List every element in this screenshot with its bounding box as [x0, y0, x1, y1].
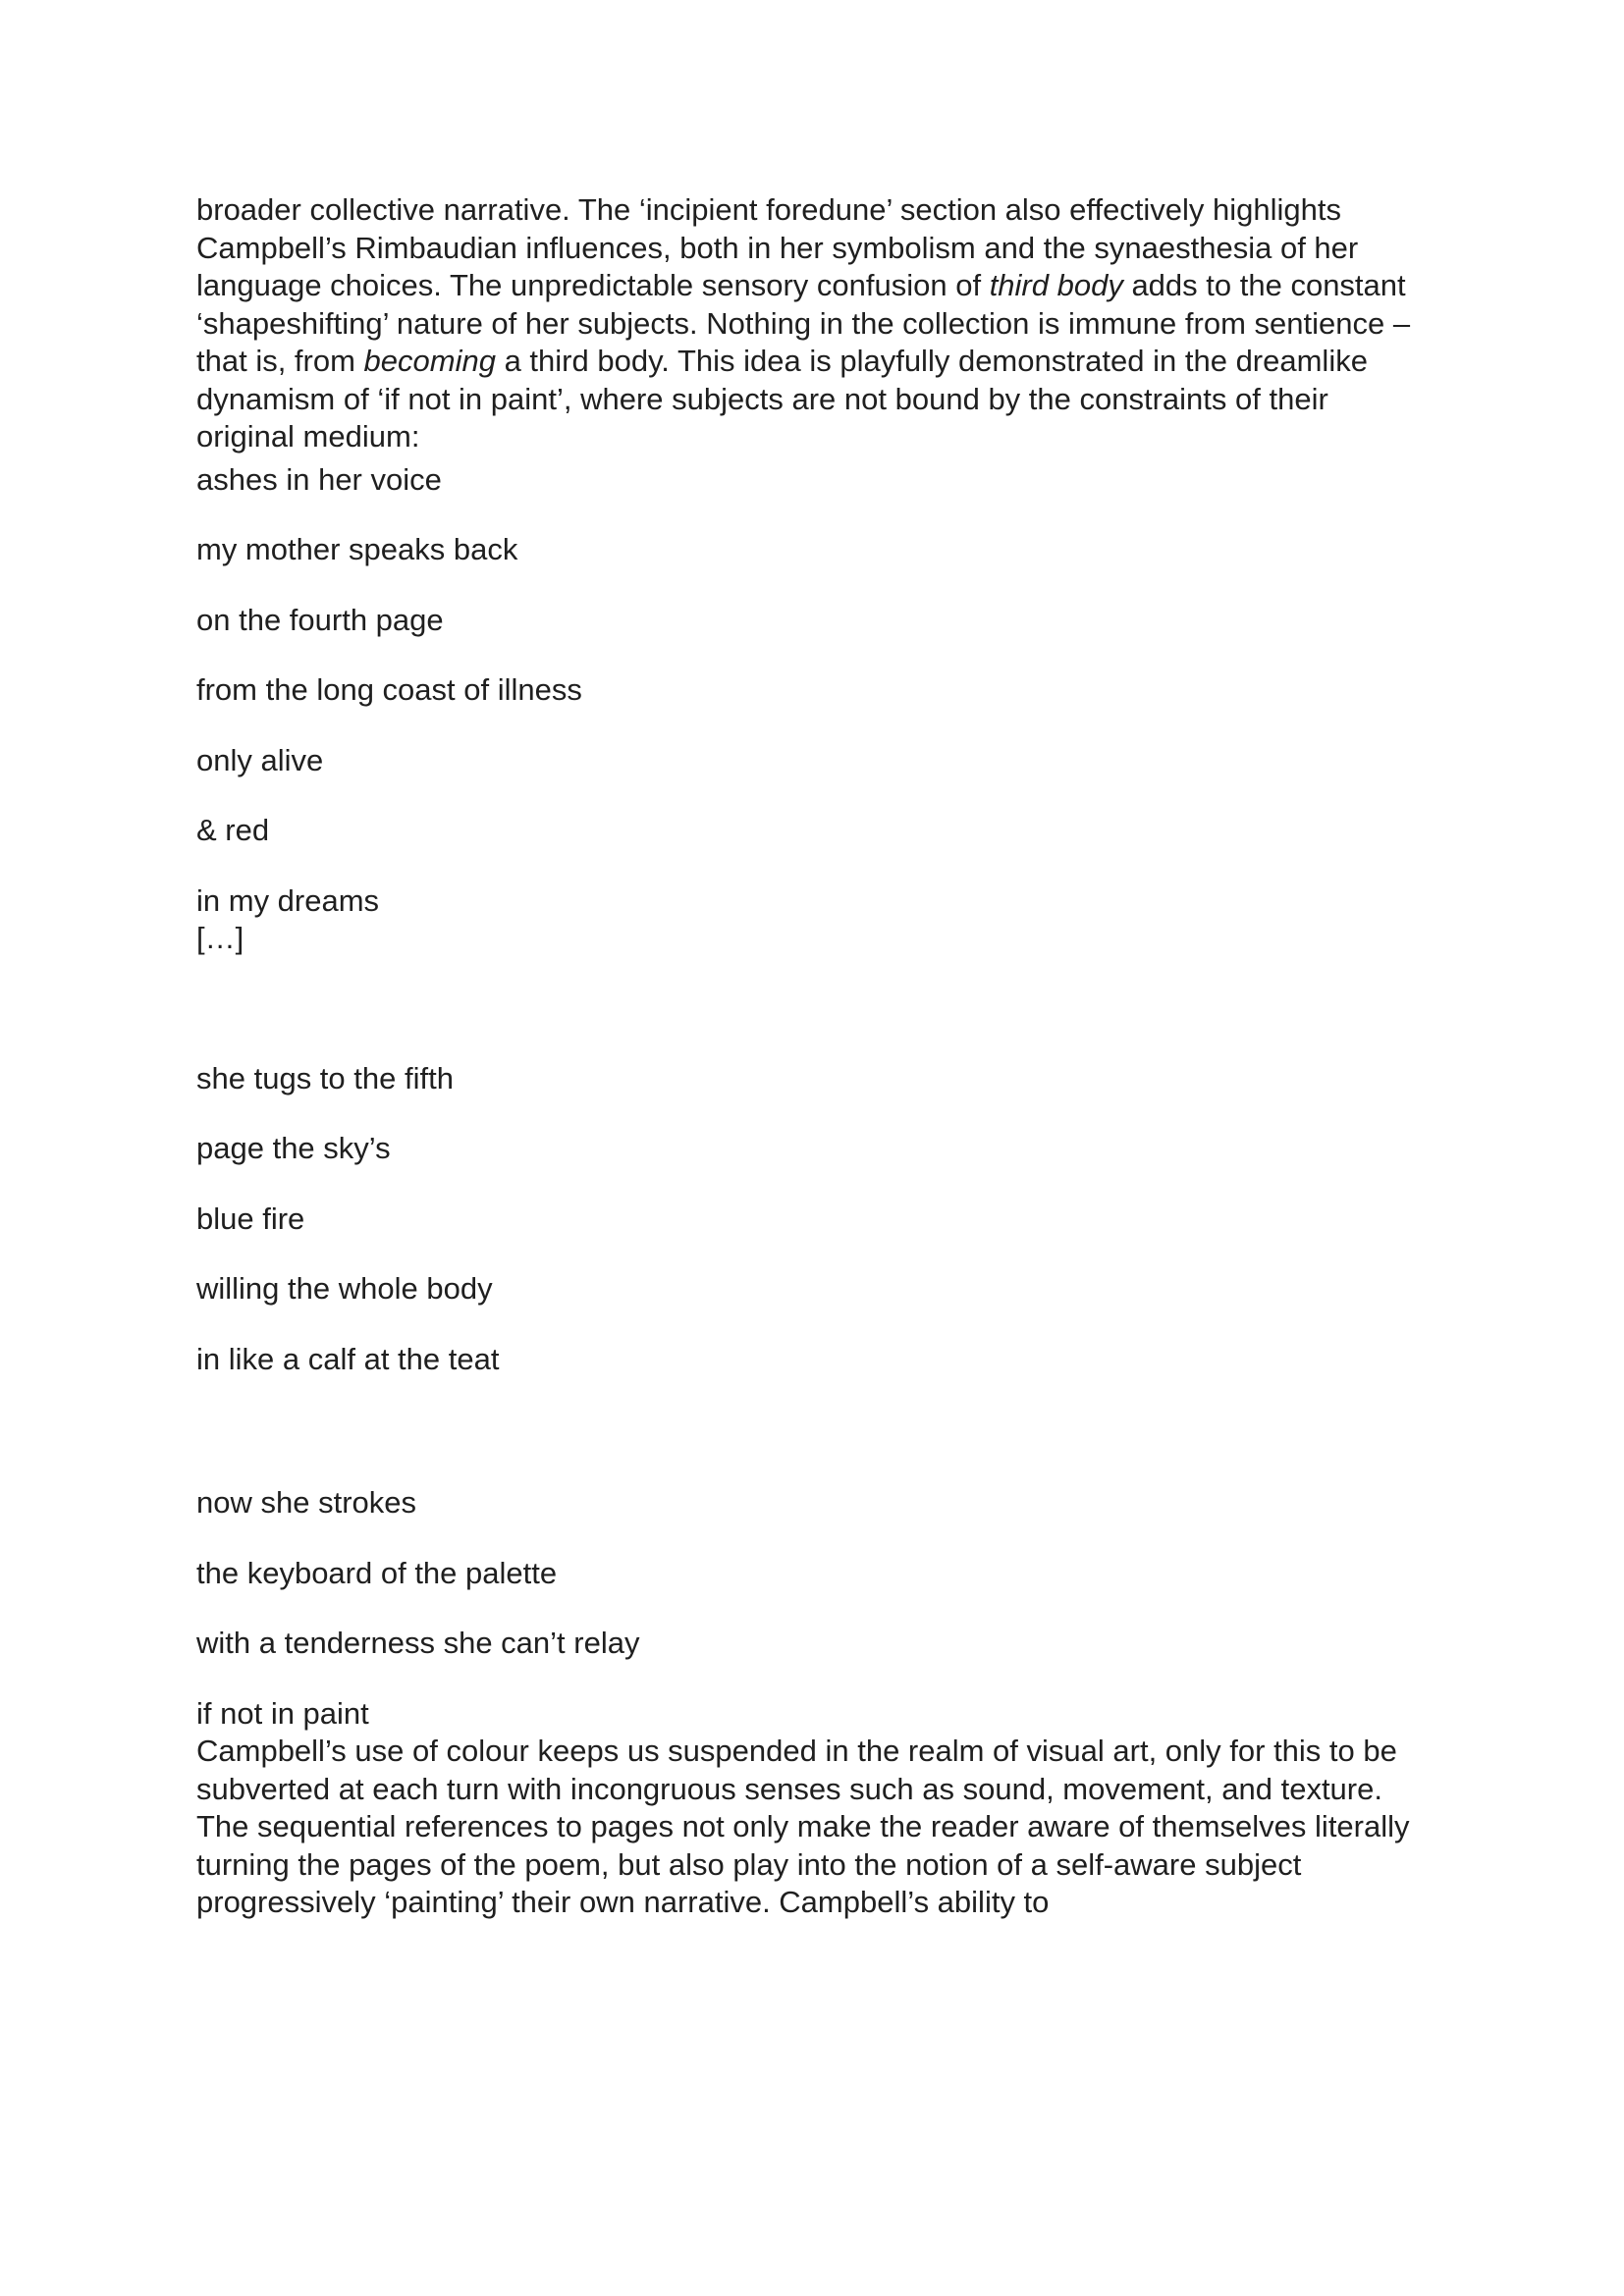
poem-line: ashes in her voice — [196, 461, 442, 497]
intro-text-segment-1: broader collective narrative. The ‘incipient foredune’ section also effectively highlights Campbell’s Rimbaudian influences, both in her symbolism and the synaesthesia of her language choices. The unpredictable sensory confusion of — [196, 192, 1359, 302]
poem-excerpt-2 — [196, 1060, 1430, 1379]
poem-line: willing the whole body — [196, 1271, 493, 1306]
poem-excerpt-3 — [196, 1484, 1430, 1733]
poem-line: she tugs to the fifth — [196, 1060, 454, 1095]
omission-marker: […] — [196, 921, 244, 955]
intro-paragraph — [196, 191, 1430, 456]
poem-line: now she strokes — [196, 1485, 416, 1520]
intro-text-segment-2: adds to the constant ‘shapeshifting’ nature of her subjects. Nothing in the collection is immune from sentience – that is, from — [196, 268, 1411, 378]
poem-line: my mother speaks back — [196, 532, 518, 566]
poem-line: in my dreams — [196, 882, 380, 918]
poem-line: on the fourth page — [196, 602, 444, 637]
poem-line: only alive — [196, 742, 324, 777]
poem-line: in like a calf at the teat — [196, 1341, 500, 1376]
poem-excerpt-1 — [196, 461, 1430, 921]
closing-paragraph: Campbell’s use of colour keeps us suspended in the realm of visual art, only for this to be subverted at each turn with incongruous senses such as sound, movement, and texture. The sequential references to pages not only make the reader aware of themselves literally turning the pages of the poem, but also play into the notion of a self-aware subject progressively ‘painting’ their own narrative. Campbell’s ability to — [196, 1734, 1410, 1919]
poem-line: page the sky’s — [196, 1131, 391, 1165]
poem-line: with a tenderness she can’t relay — [196, 1626, 640, 1660]
poem-line: from the long coast of illness — [196, 672, 582, 707]
poem-line: the keyboard of the palette — [196, 1555, 558, 1590]
italic-word-becoming: becoming — [363, 344, 496, 378]
poem-line: blue fire — [196, 1201, 305, 1236]
poem-line: if not in paint — [196, 1695, 369, 1731]
document-body — [196, 191, 1430, 1922]
poem-line: & red — [196, 813, 270, 847]
italic-phrase-third-body: third body — [989, 268, 1123, 302]
intro-text-segment-3: a third body. This idea is playfully demonstrated in the dreamlike dynamism of ‘if not in paint’, where subjects are not bound by the constraints of their original medium: — [196, 344, 1368, 454]
